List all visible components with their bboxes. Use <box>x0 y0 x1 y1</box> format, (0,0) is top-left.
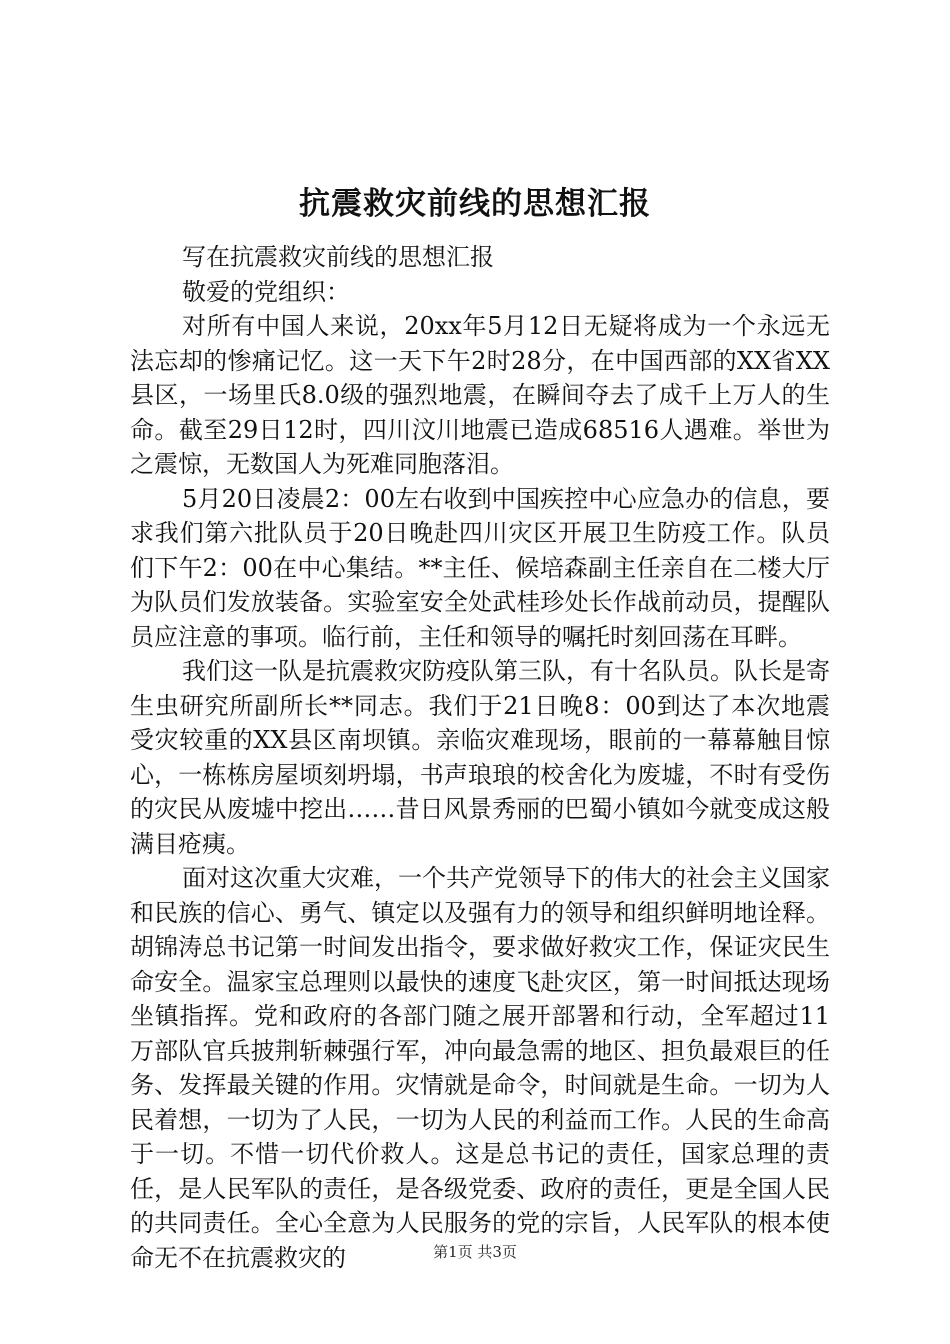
salutation: 敬爱的党组织： <box>182 277 350 306</box>
paragraph: 5月20日凌晨2：00左右收到中国疾控中心应急办的信息，要求我们第六批队员于20日晚赴四川灾区开展卫生防疫工作。队员们下午2：00在中心集结。**主任、候培森副主任亲自在二楼大厅为队员们发放装备。实验室安全处武桂珍处长作战前动员，提醒队员应注意的事项。临行前，主任和领导的嘱托时刻回荡在耳畔。 <box>130 484 830 651</box>
document-body <box>130 240 830 1275</box>
document-subtitle-line: 写在抗震救灾前线的思想汇报 <box>182 243 494 271</box>
paragraph: 面对这次重大灾难，一个共产党领导下的伟大的社会主义国家和民族的信心、勇气、镇定以及强有力的领导和组织鲜明地诠释。胡锦涛总书记第一时间发出指令，要求做好救灾工作，保证灾民生命安全。温家宝总理则以最快的速度飞赴灾区，第一时间抵达现场坐镇指挥。党和政府的各部门随之展开部署和行动，全军超过11万部队官兵披荆斩棘强行军，冲向最急需的地区、担负最艰巨的任务、发挥最关键的作用。灾情就是命令，时间就是生命。一切为人民着想，一切为了人民，一切为人民的利益而工作。人民的生命高于一切。不惜一切代价救人。这是总书记的责任，国家总理的责任，是人民军队的责任，是各级党委、政府的责任，更是全国人民的共同责任。全心全意为人民服务的党的宗旨，人民军队的根本使命无不在抗震救灾的 <box>130 864 830 1272</box>
page-footer: 第1页 共3页 <box>433 1243 517 1261</box>
paragraph: 我们这一队是抗震救灾防疫队第三队，有十名队员。队长是寄生虫研究所副所长**同志。我们于21日晚8：00到达了本次地震受灾较重的XX县区南坝镇。亲临灾难现场，眼前的一幕幕触目惊心，一栋栋房屋顷刻坍塌，书声琅琅的校舍化为废墟，不时有受伤的灾民从废墟中挖出……昔日风景秀丽的巴蜀小镇如今就变成这般满目疮痍。 <box>130 657 830 858</box>
paragraph: 对所有中国人来说，20xx年5月12日无疑将成为一个永远无法忘却的惨痛记忆。这一天下午2时28分，在中国西部的XX省XX县区，一场里氏8.0级的强烈地震，在瞬间夺去了成千上万人的生命。截至29日12时，四川汶川地震已造成68516人遇难。举世为之震惊，无数国人为死难同胞落泪。 <box>130 312 830 478</box>
document-title: 抗震救灾前线的思想汇报 <box>299 186 651 222</box>
